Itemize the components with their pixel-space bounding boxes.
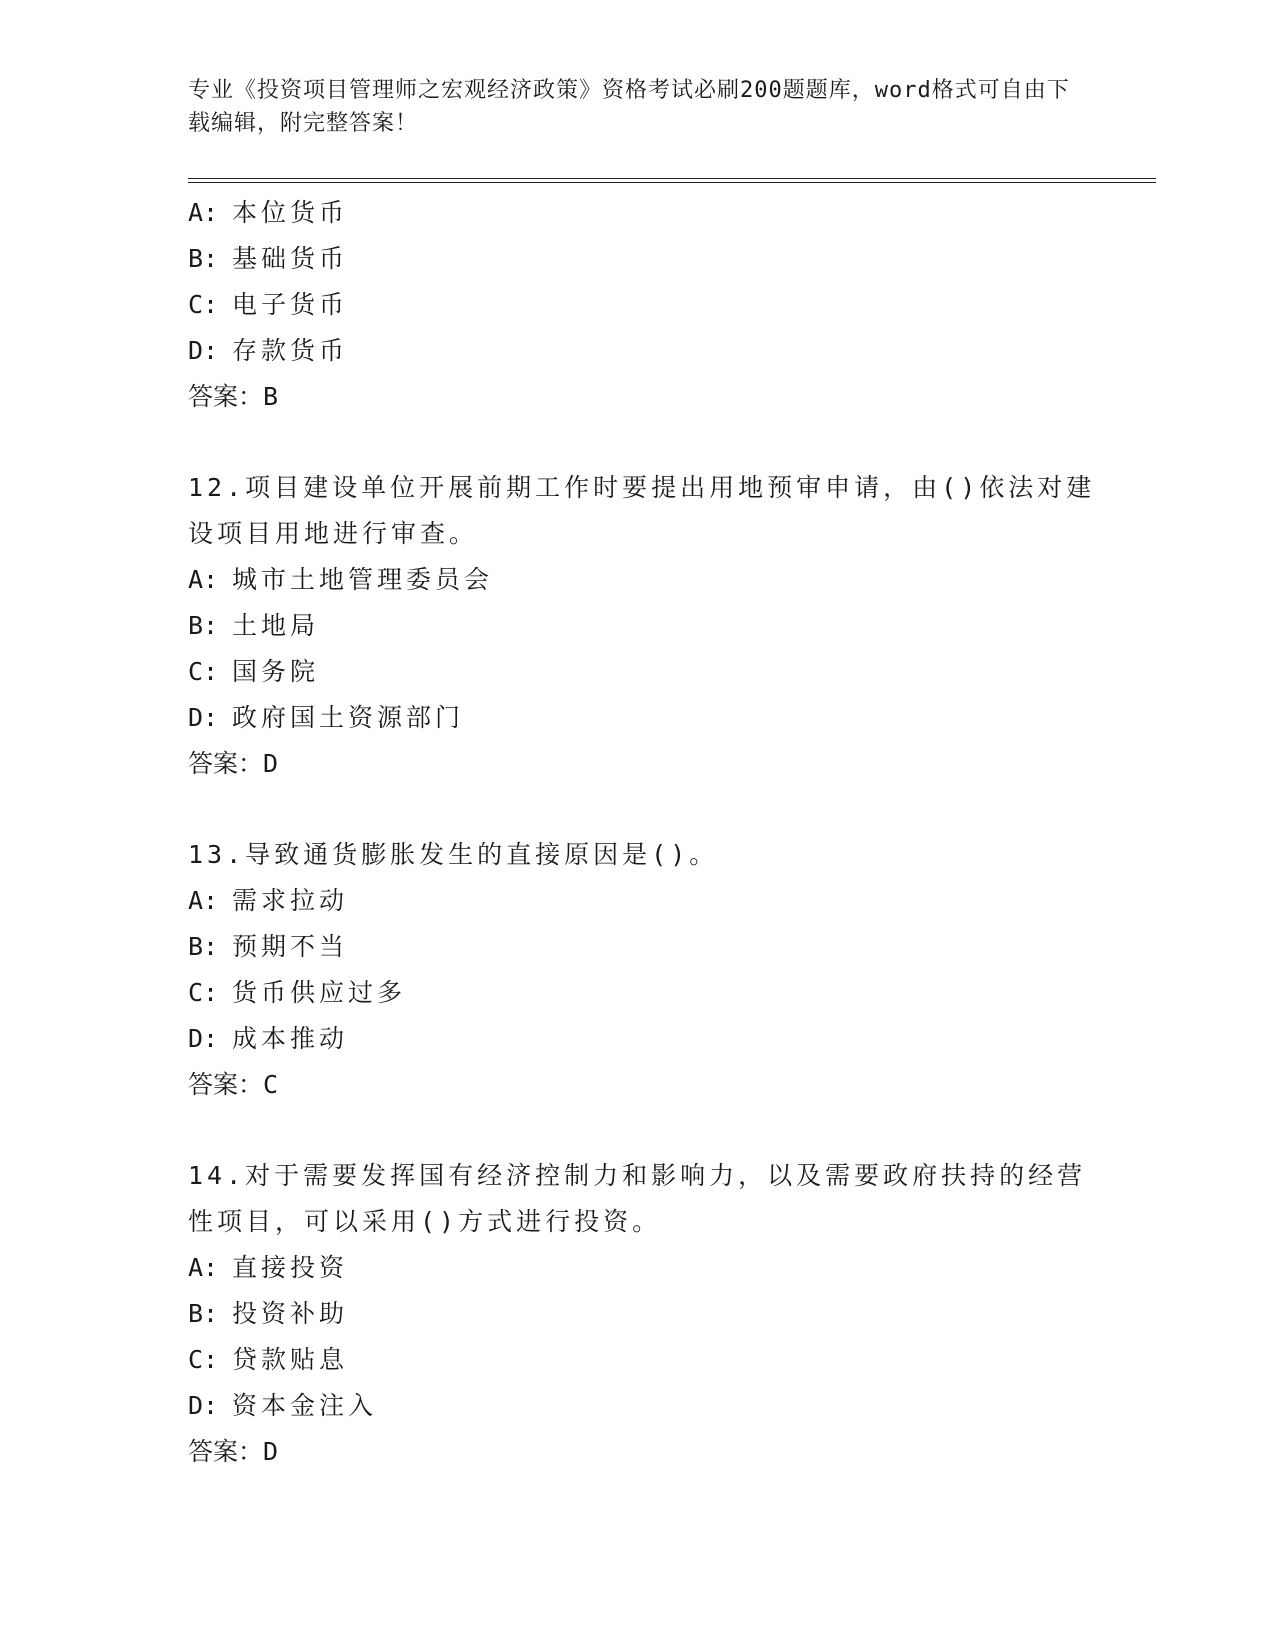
option-d: D: 成本推动 [188, 1024, 349, 1053]
option-c: C: 电子货币 [188, 290, 349, 319]
question-13 [188, 832, 1088, 1108]
question-stem-cont: 设项目用地进行审查。 [188, 519, 479, 548]
option-b: B: 预期不当 [188, 932, 349, 961]
answer-line: 答案：C [188, 1070, 279, 1099]
option-c: C: 货币供应过多 [188, 978, 407, 1007]
option-d: D: 存款货币 [188, 336, 349, 365]
question-14 [188, 1153, 1088, 1475]
option-a: A: 本位货币 [188, 198, 349, 227]
option-d: D: 政府国土资源部门 [188, 703, 465, 732]
option-d: D: 资本金注入 [188, 1391, 378, 1420]
option-b: B: 基础货币 [188, 244, 349, 273]
header-divider [188, 178, 1156, 183]
option-a: A: 城市土地管理委员会 [188, 565, 494, 594]
question-stem: 12.项目建设单位开展前期工作时要提出用地预审申请，由()依法对建 [188, 473, 1096, 502]
document-header [188, 74, 1088, 140]
answer-line: 答案：D [188, 749, 279, 778]
option-b: B: 土地局 [188, 611, 320, 640]
answer-line: 答案：D [188, 1437, 279, 1466]
question-stem: 14.对于需要发挥国有经济控制力和影响力，以及需要政府扶持的经营 [188, 1161, 1087, 1190]
option-a: A: 直接投资 [188, 1253, 349, 1282]
option-c: C: 国务院 [188, 657, 320, 686]
question-stem-cont: 性项目，可以采用()方式进行投资。 [188, 1207, 662, 1236]
header-title: 专业《投资项目管理师之宏观经济政策》资格考试必刷200题题库，word格式可自由下载编辑，附完整答案！ [188, 78, 1070, 136]
option-b: B: 投资补助 [188, 1299, 349, 1328]
option-c: C: 贷款贴息 [188, 1345, 349, 1374]
question-12 [188, 465, 1096, 787]
question-stem: 13.导致通货膨胀发生的直接原因是()。 [188, 840, 719, 869]
option-a: A: 需求拉动 [188, 886, 349, 915]
question-list [188, 190, 1096, 1475]
answer-line: 答案：B [188, 382, 279, 411]
question-11-continued [188, 190, 1088, 420]
